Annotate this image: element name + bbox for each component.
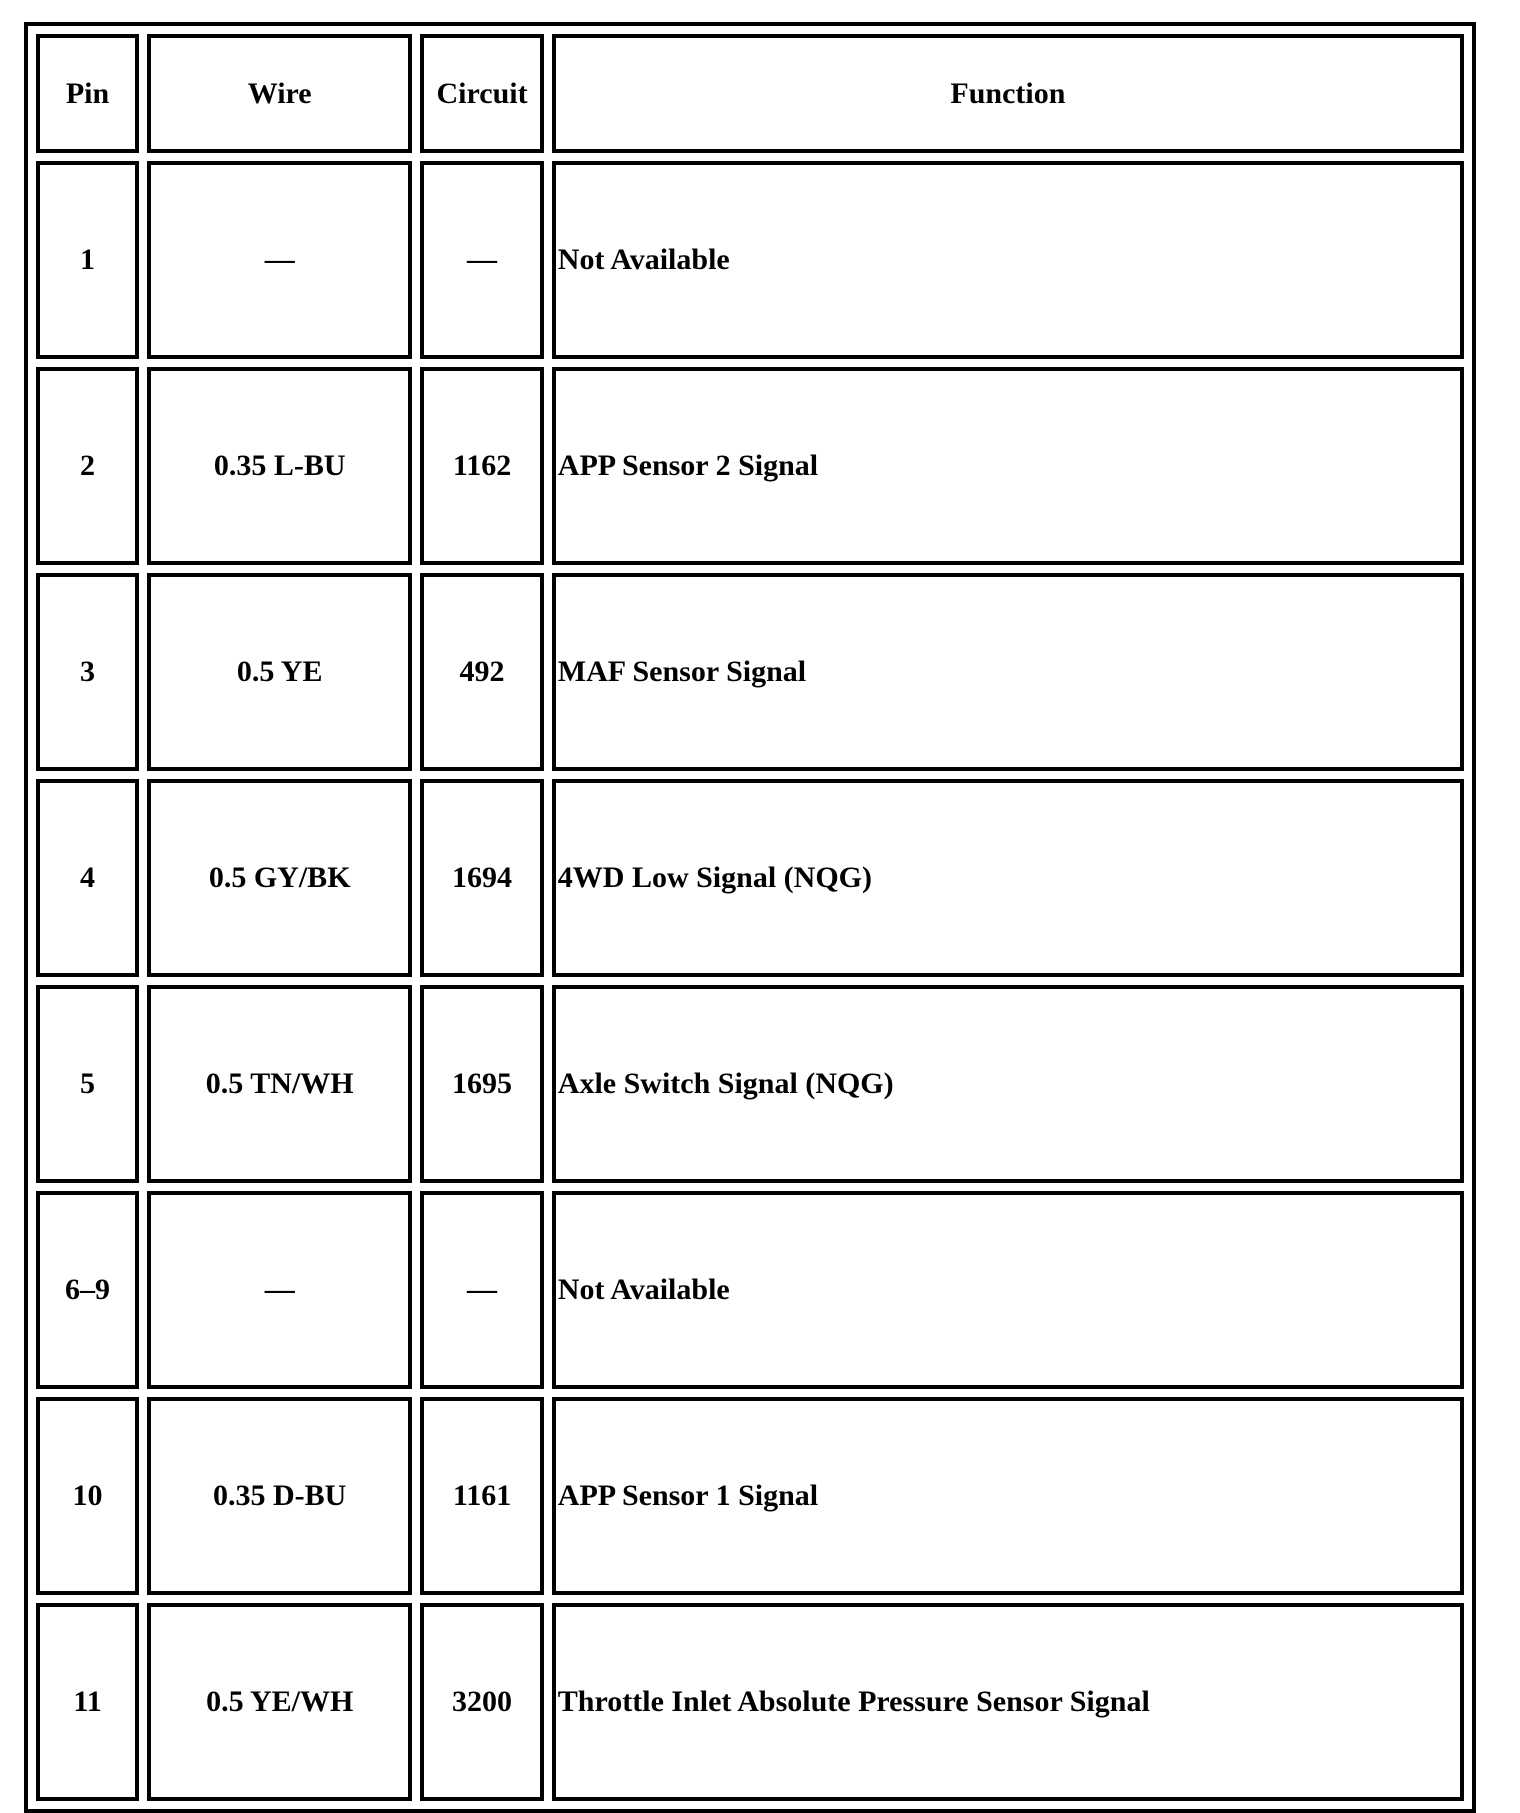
cell-wire: 0.5 GY/BK [147, 779, 412, 977]
cell-pin: 4 [36, 779, 139, 977]
cell-wire: 0.5 TN/WH [147, 985, 412, 1183]
cell-circuit: 1694 [420, 779, 543, 977]
header-circuit: Circuit [420, 34, 543, 153]
header-row [36, 34, 1464, 153]
cell-circuit: 1161 [420, 1397, 543, 1595]
cell-function: 4WD Low Signal (NQG) [552, 779, 1464, 977]
table-header [36, 34, 1464, 153]
cell-pin: 2 [36, 367, 139, 565]
cell-wire: 0.5 YE [147, 573, 412, 771]
cell-circuit: — [420, 1191, 543, 1389]
cell-circuit: 1695 [420, 985, 543, 1183]
cell-wire: — [147, 161, 412, 359]
cell-circuit: 492 [420, 573, 543, 771]
cell-function: Not Available [552, 161, 1464, 359]
cell-pin: 1 [36, 161, 139, 359]
cell-wire: — [147, 1191, 412, 1389]
cell-function: Not Available [552, 1191, 1464, 1389]
cell-circuit: 3200 [420, 1603, 543, 1801]
cell-wire: 0.35 L-BU [147, 367, 412, 565]
cell-pin: 10 [36, 1397, 139, 1595]
cell-wire: 0.35 D-BU [147, 1397, 412, 1595]
cell-circuit: 1162 [420, 367, 543, 565]
cell-pin: 6–9 [36, 1191, 139, 1389]
cell-pin: 3 [36, 573, 139, 771]
cell-function: APP Sensor 2 Signal [552, 367, 1464, 565]
table-body [36, 161, 1464, 1801]
cell-function: Throttle Inlet Absolute Pressure Sensor Signal [552, 1603, 1464, 1801]
cell-wire: 0.5 YE/WH [147, 1603, 412, 1801]
header-pin: Pin [36, 34, 139, 153]
table-row [36, 779, 1464, 977]
table-row [36, 1191, 1464, 1389]
table-row [36, 367, 1464, 565]
cell-function: Axle Switch Signal (NQG) [552, 985, 1464, 1183]
table-row [36, 1603, 1464, 1801]
cell-pin: 5 [36, 985, 139, 1183]
table-row [36, 573, 1464, 771]
cell-circuit: — [420, 161, 543, 359]
table-row [36, 1397, 1464, 1595]
table-row [36, 161, 1464, 359]
header-function: Function [552, 34, 1464, 153]
table-row [36, 985, 1464, 1183]
cell-function: APP Sensor 1 Signal [552, 1397, 1464, 1595]
header-wire: Wire [147, 34, 412, 153]
cell-pin: 11 [36, 1603, 139, 1801]
cell-function: MAF Sensor Signal [552, 573, 1464, 771]
connector-pin-table [24, 22, 1476, 1813]
